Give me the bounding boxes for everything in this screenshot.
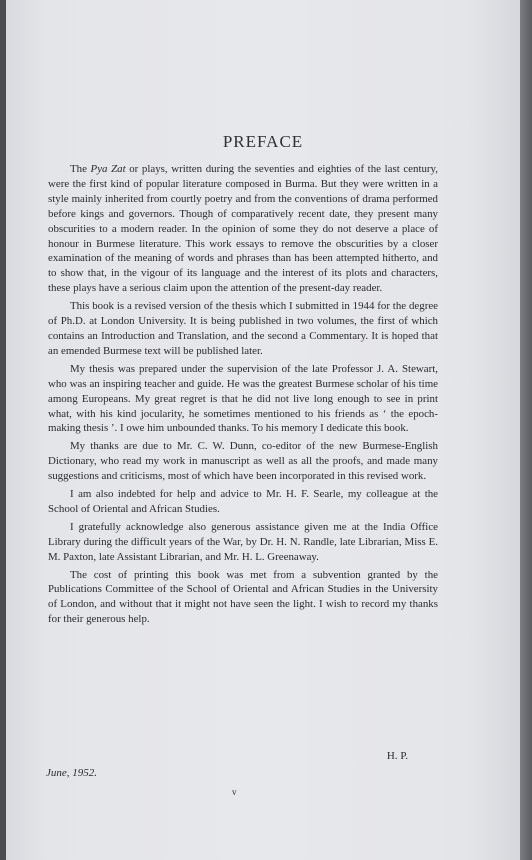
paragraph-1-before: The	[70, 163, 91, 175]
paragraph-5: I am also indebted for help and advice to Mr. H. F. Searle, my colleague at the School of Oriental and African Studies.	[48, 488, 438, 515]
paragraph-1-title: Pya Zat	[90, 163, 126, 175]
paragraph-1	[48, 162, 438, 296]
paragraph-2: This book is a revised version of the thesis which I submitted in 1944 for the degree of Ph.D. at London University. It is being published in two volumes, the first of which contains an Introduction and Translation, and the second a Commentary. It is hoped that an emended Burmese text will be published later.	[48, 300, 438, 357]
page-heading: PREFACE	[222, 132, 304, 151]
preface-date: June, 1952.	[46, 767, 98, 779]
paragraph-3: My thesis was prepared under the supervision of the late Professor J. A. Stewart, who was an inspiring teacher and guide. He was the greatest Burmese scholar of his time among Europeans. My great regret is that he did not live long enough to see in print what, with his kind jocularity, he sometimes mentioned to his friends as ‘ the epoch-making thesis ’. I owe him unbounded thanks. To his memory I dedicate this book.	[48, 362, 438, 435]
paragraph-7: The cost of printing this book was met from a subvention granted by the Publications Committee of the School of Oriental and African Studies in the University of London, and without that it might not have seen the light. I wish to record my thanks for their generous help.	[48, 568, 438, 626]
paragraph-1-after: or plays, written during the seventies and eighties of the last century, were the first kind of popular literature composed in Burma. But they were written in a style mainly inherited from courtly poetry and from the conventions of drama performed before kings and governors. Though of comparatively recent date, they present many obscurities to a modern reader. In the opinion of some they do not deserve a place of honour in Burmese literature. This work essays to remove the obscurities by a closer examination of the meaning of words and phrases than has been attempted hitherto, and to show that, in the vigour of its language and the interest of its plots and characters, these plays have a serious claim upon the attention of the present-day reader.	[48, 163, 439, 295]
book-page	[6, 0, 520, 860]
page-number: v	[232, 787, 237, 797]
page-edge-shadow	[520, 0, 532, 860]
paragraph-4: My thanks are due to Mr. C. W. Dunn, co-editor of the new Burmese-English Dictionary, who read my work in manuscript as well as all the proofs, and made many suggestions and criticisms, most of which have been incorporated in this revised work.	[48, 440, 438, 483]
preface-body	[48, 162, 438, 630]
author-initials: H. P.	[386, 750, 408, 762]
paragraph-6: I gratefully acknowledge also generous assistance given me at the India Office Library during the difficult years of the War, by Dr. H. N. Randle, late Librarian, Miss E. M. Paxton, late Assistant Librarian, and Mr. H. L. Greenaway.	[48, 520, 438, 563]
